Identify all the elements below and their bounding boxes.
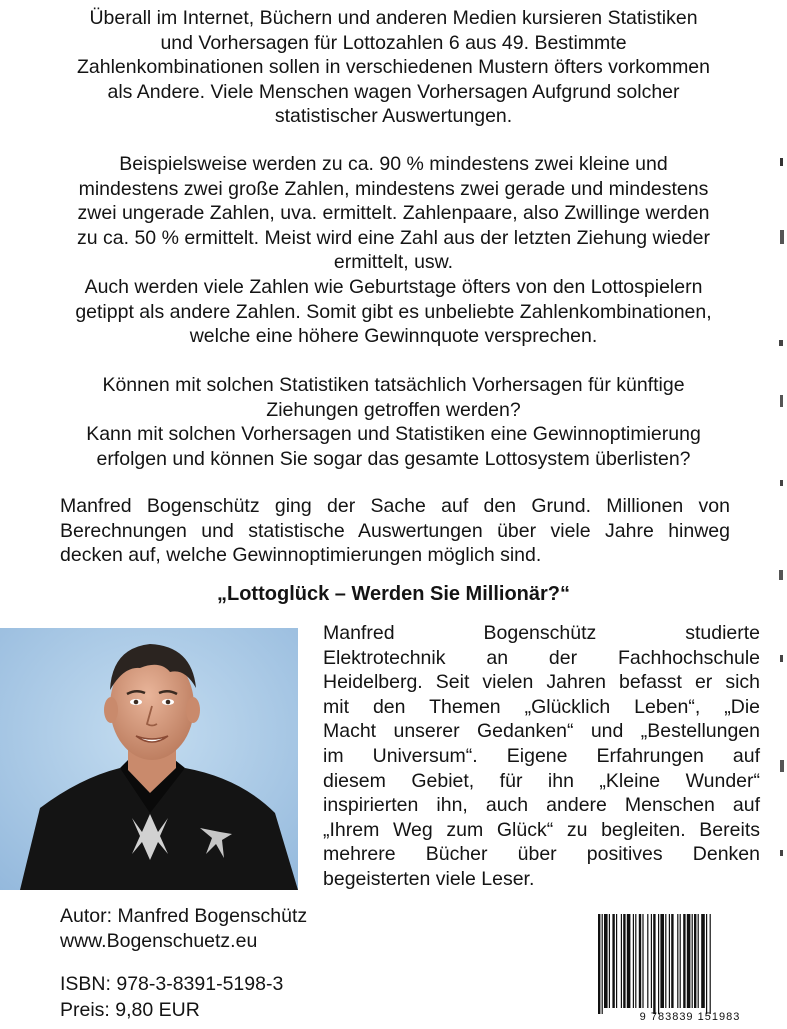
examples-line: zwei ungerade Zahlen, uva. ermittelt. Zahlenpaare, also Zwillinge werden — [77, 202, 710, 225]
barcode-bar — [616, 914, 617, 1008]
bio-line: Manfred Bogenschütz studierte — [323, 622, 760, 644]
barcode-bar — [612, 914, 614, 1008]
barcode-bar — [609, 914, 610, 1008]
book-title: „Lottoglück – Werden Sie Millionär?“ — [217, 583, 570, 605]
barcode-bar — [635, 914, 636, 1008]
author-website[interactable]: www.Bogenschuetz.eu — [60, 930, 258, 952]
bio-line: „Ihrem Weg zum Glück“ zu begleiten. Bereits — [323, 818, 760, 841]
examples-paragraph — [20, 152, 767, 349]
barcode-bar — [602, 914, 603, 1014]
questions-line: Können mit solchen Statistiken tatsächlich Vorhersagen für künftige — [102, 374, 685, 396]
barcode-bar — [642, 914, 643, 1008]
examples-line: getippt als andere Zahlen. Somit gibt es unbeliebte Zahlenkombinationen, — [75, 300, 712, 323]
examples-line: zu ca. 50 % ermittelt. Meist wird eine Zahl aus der letzten Ziehung wieder — [77, 226, 710, 249]
barcode-bar — [694, 914, 696, 1008]
isbn-barcode — [590, 912, 787, 1024]
barcode-bar — [623, 914, 625, 1008]
isbn: ISBN: 978-3-8391-5198-3 — [60, 973, 284, 995]
price: Preis: 9,80 EUR — [60, 999, 200, 1021]
intro-line: als Andere. Viele Menschen wagen Vorhersagen Aufgrund solcher — [107, 80, 680, 103]
bio-line: Heidelberg. Seit vielen Jahren befasst er sich — [323, 671, 760, 694]
research-text: Manfred Bogenschütz ging der Sache auf den Grund. Millionen von Berechnungen und statistische Auswertungen über viele Jahre hinweg decken auf, welche Gewinnoptimierungen möglich sind. — [60, 495, 730, 567]
barcode-bar — [604, 914, 608, 1008]
barcode-bar — [680, 914, 681, 1008]
author-name: Autor: Manfred Bogenschütz — [60, 905, 308, 927]
spine-edge-marks — [771, 150, 787, 890]
barcode-bar — [701, 914, 705, 1008]
barcode-bar — [653, 914, 655, 1014]
bio-line: inspirierten ihn, auch andere Menschen auf — [323, 794, 760, 817]
research-paragraph — [60, 494, 730, 568]
barcode-bar — [671, 914, 673, 1008]
barcode-bar — [660, 914, 664, 1008]
intro-line: statistischer Auswertungen. — [274, 105, 513, 128]
barcode-bar — [669, 914, 670, 1008]
intro-line: Überall im Internet, Büchern und anderen Medien kursieren Statistiken — [89, 7, 698, 29]
barcode-bar — [687, 914, 691, 1008]
bio-line: Macht unserer Gedanken“ und „Bestellungen — [323, 720, 760, 743]
barcode-bar — [658, 914, 659, 1014]
examples-line: Beispielsweise werden zu ca. 90 % mindestens zwei kleine und — [119, 153, 668, 175]
bio-line: mehrere Bücher über positives Denken — [323, 843, 760, 866]
intro-paragraph — [20, 6, 767, 129]
barcode-bar — [706, 914, 707, 1014]
barcode-bar — [692, 914, 693, 1008]
barcode-bar — [683, 914, 685, 1008]
author-portrait-image — [0, 628, 298, 890]
intro-line: und Vorhersagen für Lottozahlen 6 aus 49. Bestimmte — [160, 31, 627, 54]
author-photo — [0, 628, 298, 890]
examples-line: Auch werden viele Zahlen wie Geburtstage öfters von den Lottospielern — [84, 275, 703, 298]
barcode-bar — [677, 914, 678, 1008]
barcode-bar — [651, 914, 652, 1008]
barcode-bar — [598, 914, 600, 1014]
barcode-bar — [621, 914, 622, 1008]
intro-line: Zahlenkombinationen sollen in verschiedenen Mustern öfters vorkommen — [77, 56, 710, 79]
bio-line: mit den Themen „Glücklich Leben“, „Die — [323, 695, 760, 718]
examples-line: ermittelt, usw. — [333, 251, 454, 274]
barcode-bar — [710, 914, 711, 1014]
bio-line: diesem Gebiet, für ihn „Kleine Wunder“ — [323, 769, 760, 792]
questions-line: erfolgen und können Sie sogar das gesamte Lottosystem überlisten? — [96, 447, 691, 470]
barcode-bars-icon — [590, 912, 787, 1024]
barcode-bar — [698, 914, 699, 1008]
barcode-bar — [633, 914, 634, 1008]
questions-paragraph — [20, 373, 767, 471]
barcode-bar — [665, 914, 666, 1008]
bio-line: Elektrotechnik an der Fachhochschule — [323, 646, 760, 669]
barcode-digits: 9 783839 151983 — [639, 1011, 741, 1023]
examples-line: mindestens zwei große Zahlen, mindestens zwei gerade und mindestens — [78, 177, 709, 200]
bio-line: im Universum“. Eigene Erfahrungen auf — [323, 744, 760, 767]
barcode-bar — [627, 914, 631, 1008]
questions-line: Kann mit solchen Vorhersagen und Statistiken eine Gewinnoptimierung — [86, 423, 701, 446]
barcode-bar — [647, 914, 648, 1008]
author-biography — [323, 621, 760, 892]
examples-line: welche eine höhere Gewinnquote versprechen. — [189, 325, 598, 348]
bio-line: begeisterten viele Leser. — [323, 867, 535, 890]
barcode-bar — [639, 914, 641, 1008]
questions-line: Ziehungen getroffen werden? — [266, 398, 521, 421]
